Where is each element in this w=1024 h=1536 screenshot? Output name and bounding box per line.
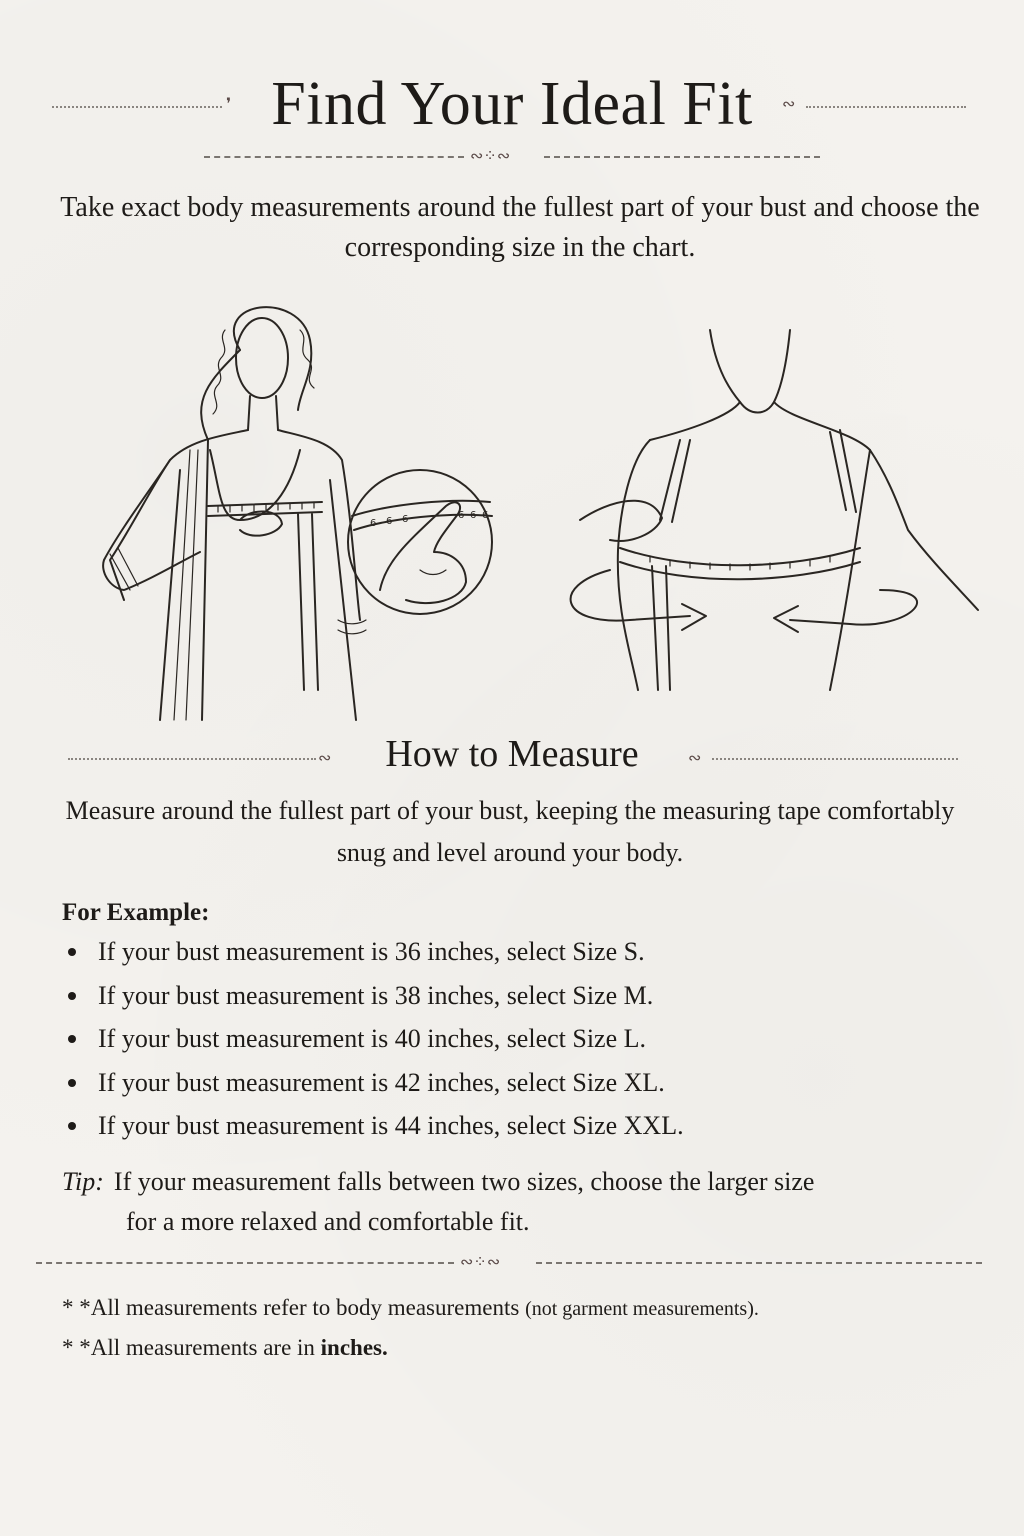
woman-figure-illustration (103, 307, 366, 720)
how-to-measure-heading: How to Measure (385, 733, 639, 775)
bullet-icon (68, 948, 76, 956)
bullet-icon (68, 992, 76, 1000)
bottom-rule-right (536, 1262, 982, 1264)
bust-diagram-illustration (571, 330, 978, 690)
tip-line-2: for a more relaxed and comfortable fit. (126, 1207, 530, 1236)
title-underline-left (204, 156, 464, 158)
tip-line-1: If your measurement falls between two sizes, choose the larger size (113, 1167, 815, 1196)
list-item: If your bust measurement is 44 inches, select Size XXL. (62, 1104, 962, 1148)
svg-text:6: 6 (458, 510, 465, 521)
svg-text:6: 6 (386, 516, 393, 527)
title-underline-right (544, 156, 820, 158)
intro-text: Take exact body measurements around the fullest part of your bust and choose the corresponding size in the chart. (60, 192, 980, 263)
page-title: Find Your Ideal Fit (271, 70, 753, 138)
title-ornament-left: ❜ (226, 94, 232, 113)
list-item: If your bust measurement is 36 inches, select Size S. (62, 930, 962, 974)
svg-text:6: 6 (402, 514, 409, 525)
note-body-measurements: * *All measurements refer to body measurements (not garment measurements). (62, 1295, 759, 1320)
examples-label: For Example: (62, 899, 210, 926)
bottom-ornament: ∾⁘∾ (460, 1252, 501, 1271)
tip-label: Tip: (62, 1167, 104, 1196)
svg-text:6: 6 (370, 518, 377, 529)
how-to-description: Measure around the fullest part of your bust, keeping the measuring tape comfortably snug and level around your body. (65, 796, 955, 867)
tape-closeup-inset (348, 470, 492, 614)
section-rule-right (712, 758, 958, 760)
title-ornament-right: ∾ (782, 94, 796, 113)
svg-text:6: 6 (482, 510, 489, 521)
note-units: * *All measurements are in inches. (62, 1335, 388, 1360)
list-item: If your bust measurement is 38 inches, select Size M. (62, 974, 962, 1018)
bullet-icon (68, 1079, 76, 1087)
examples-list (62, 930, 962, 1148)
bottom-rule-left (36, 1262, 454, 1264)
bullet-icon (68, 1122, 76, 1130)
bullet-icon (68, 1035, 76, 1043)
list-item: If your bust measurement is 40 inches, select Size L. (62, 1017, 962, 1061)
list-item: If your bust measurement is 42 inches, select Size XL. (62, 1061, 962, 1105)
measuring-illustration (90, 290, 990, 730)
title-underline-ornament: ∾⁘∾ (470, 146, 511, 165)
tip-text (62, 1162, 982, 1242)
section-ornament-right: ∾ (688, 748, 702, 767)
title-rule-right (806, 106, 966, 108)
section-ornament-left: ∾ (318, 748, 332, 767)
svg-text:6: 6 (470, 510, 477, 521)
